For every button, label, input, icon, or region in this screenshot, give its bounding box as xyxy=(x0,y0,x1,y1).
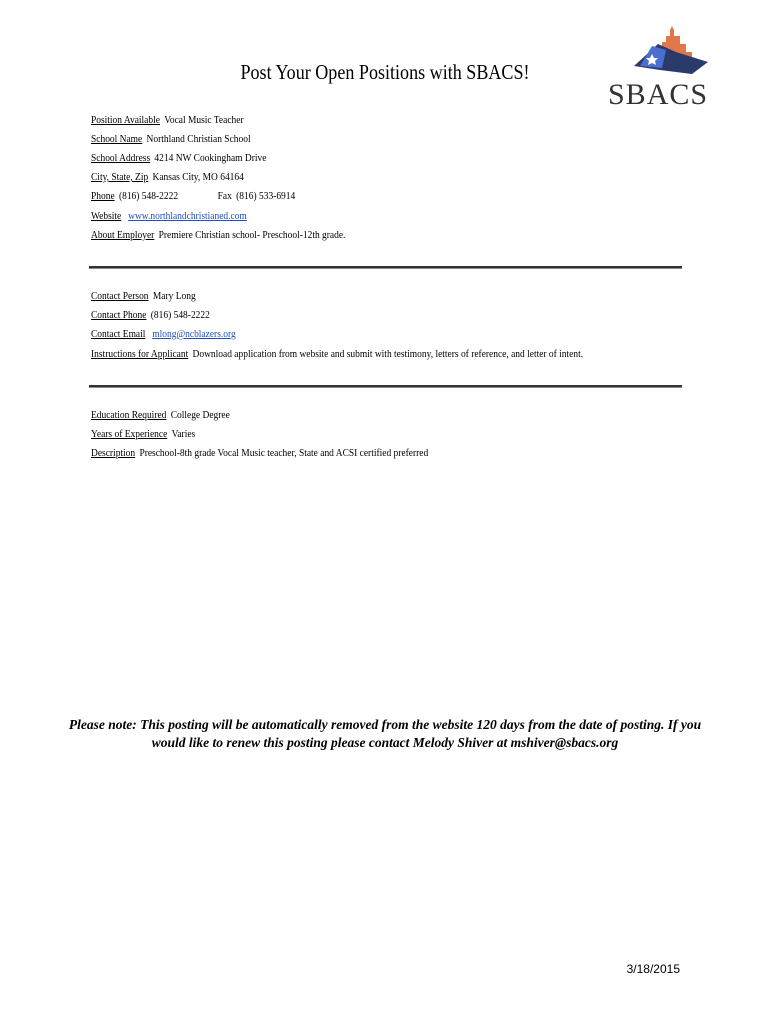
about-employer-row xyxy=(91,229,345,241)
fax-value: (816) 533-6914 xyxy=(236,190,296,202)
position-value: Vocal Music Teacher xyxy=(164,114,244,126)
contact-person-label: Contact Person xyxy=(91,290,149,302)
instructions-row xyxy=(91,348,583,360)
city-state-zip-label: City, State, Zip xyxy=(91,171,149,183)
page-title: Post Your Open Positions with SBACS! xyxy=(240,60,530,84)
about-employer-label: About Employer xyxy=(91,229,155,241)
contact-email-label: Contact Email xyxy=(91,328,146,340)
divider xyxy=(89,266,682,269)
contact-person-value: Mary Long xyxy=(152,290,196,302)
posting-note: Please note: This posting will be automatically removed from the website 120 days from the date of posting. If you would like to renew this posting please contact Melody Shiver at mshiver@sbacs.org xyxy=(68,717,702,750)
school-name-label: School Name xyxy=(91,133,143,145)
education-row xyxy=(91,409,230,421)
sbacs-logo xyxy=(600,22,715,114)
phone-value: (816) 548-2222 xyxy=(118,190,179,202)
about-employer-value: Premiere Christian school- Preschool-12th grade. xyxy=(158,229,346,241)
position-label: Position Available xyxy=(91,114,160,126)
experience-row xyxy=(91,428,195,440)
phone-label: Phone xyxy=(91,190,115,202)
education-value: College Degree xyxy=(170,409,230,421)
divider xyxy=(89,385,682,388)
instructions-label: Instructions for Applicant xyxy=(91,348,189,360)
city-state-zip-value: Kansas City, MO 64164 xyxy=(152,171,244,183)
document-date: 3/18/2015 xyxy=(626,962,680,976)
description-label: Description xyxy=(91,447,136,459)
website-row xyxy=(91,210,247,222)
city-state-zip-row xyxy=(91,171,244,183)
description-row xyxy=(91,447,428,459)
school-address-row xyxy=(91,152,266,164)
contact-person-row xyxy=(91,290,196,302)
logo-text: SBACS xyxy=(608,78,709,111)
instructions-value: Download application from website and submit with testimony, letters of reference, and letter of intent. xyxy=(192,348,584,360)
contact-phone-value: (816) 548-2222 xyxy=(150,309,210,321)
education-label: Education Required xyxy=(91,409,167,421)
experience-value: Varies xyxy=(171,428,196,440)
contact-phone-row xyxy=(91,309,210,321)
experience-label: Years of Experience xyxy=(91,428,168,440)
website-link[interactable]: www.northlandchristianed.com xyxy=(128,210,247,222)
description-value: Preschool-8th grade Vocal Music teacher, State and ACSI certified preferred xyxy=(139,447,429,459)
website-label: Website xyxy=(91,210,122,222)
position-row xyxy=(91,114,244,126)
contact-email-link[interactable]: mlong@ncblazers.org xyxy=(152,328,236,340)
school-address-label: School Address xyxy=(91,152,151,164)
school-name-row xyxy=(91,133,251,145)
school-name-value: Northland Christian School xyxy=(146,133,251,145)
school-address-value: 4214 NW Cookingham Drive xyxy=(154,152,267,164)
contact-email-row xyxy=(91,328,236,340)
fax-label: Fax xyxy=(217,190,232,202)
contact-phone-label: Contact Phone xyxy=(91,309,147,321)
phone-row xyxy=(91,190,295,202)
